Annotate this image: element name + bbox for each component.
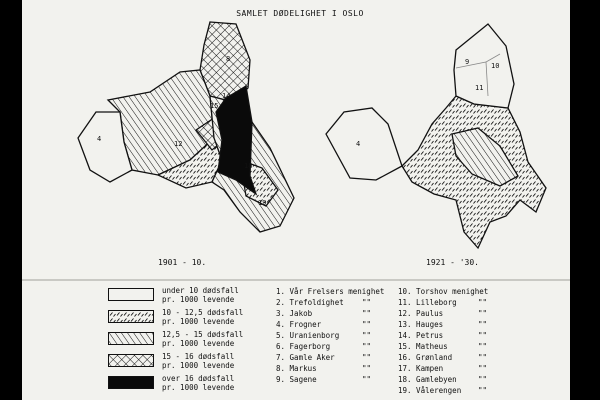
left-parish-1: 1. Vår Frelsers menighet	[276, 287, 385, 296]
right-parish-5: 14. Petrus	[398, 331, 444, 340]
map1-label-8: 8	[226, 55, 231, 63]
legend-label: over 16 dødsfall	[162, 374, 235, 383]
ditto-mark: ""	[362, 375, 372, 384]
ditto-mark: ""	[362, 298, 372, 307]
ditto-mark: ""	[478, 353, 488, 362]
right-parish-4: 13. Hauges	[398, 320, 444, 329]
left-parish-2: 2. Trefoldighet	[276, 298, 344, 307]
ditto-mark: ""	[362, 353, 372, 362]
map2-label-10: 10	[491, 62, 500, 70]
left-parish-3: 3. Jakob	[276, 309, 313, 318]
district-north-white	[454, 24, 514, 108]
map2-label-4: 4	[356, 140, 361, 148]
left-parish-4: 4. Frogner	[276, 320, 322, 329]
map-1921-1930	[326, 24, 546, 248]
ditto-mark: ""	[362, 342, 372, 351]
right-parish-7: 16. Grønland	[398, 353, 453, 362]
ditto-mark: ""	[478, 386, 488, 395]
right-parish-8: 17. Kampen	[398, 364, 444, 373]
ditto-mark: ""	[478, 331, 488, 340]
right-parish-6: 15. Matheus	[398, 342, 448, 351]
ditto-mark: ""	[478, 364, 488, 373]
legend-label: pr. 1000 levende	[162, 361, 235, 370]
ditto-mark: ""	[478, 320, 488, 329]
legend-label: pr. 1000 levende	[162, 317, 235, 326]
legend-swatch-black	[108, 376, 154, 389]
period-label-1921: 1921 - '30.	[426, 258, 479, 267]
legend-item	[108, 328, 278, 352]
map2-label-11: 11	[475, 84, 484, 92]
left-parish-5: 5. Uranienborg	[276, 331, 340, 340]
ditto-mark: ""	[478, 342, 488, 351]
period-label-1901: 1901 - 10.	[158, 258, 207, 267]
map1-label-19: 19	[258, 199, 267, 207]
map2-label-9: 9	[465, 58, 470, 66]
page-title: SAMLET DØDELIGHET I OSLO	[236, 9, 364, 18]
right-parish-1: 10. Torshov menighet	[398, 287, 489, 296]
map1-label-18: 18	[244, 162, 253, 170]
map1-label-15: 15	[210, 102, 219, 110]
right-parish-10: 19. Vålerengen	[398, 386, 462, 395]
legend-item	[108, 350, 278, 374]
ditto-mark: ""	[478, 298, 488, 307]
legend-label: 12,5 - 15 dødsfall	[162, 330, 244, 339]
legend-label: 15 - 16 dødsfall	[162, 352, 235, 361]
ditto-mark: ""	[478, 309, 488, 318]
legend-swatch-dashes	[108, 310, 154, 323]
left-parish-6: 6. Fagerborg	[276, 342, 331, 351]
ditto-mark: ""	[478, 375, 488, 384]
legend-label: pr. 1000 levende	[162, 339, 235, 348]
ditto-mark: ""	[362, 320, 372, 329]
legend-label: 10 - 12,5 dødsfall	[162, 308, 244, 317]
map1-label-14: 14	[222, 92, 231, 100]
ditto-mark: ""	[362, 309, 372, 318]
legend-item	[108, 284, 278, 308]
ditto-mark: ""	[362, 364, 372, 373]
legend-label: under 10 dødsfall	[162, 286, 239, 295]
legend-swatch-crosshatch	[108, 354, 154, 367]
left-parish-9: 9. Sagene	[276, 375, 317, 384]
legend-item	[108, 372, 278, 396]
map1-label-4: 4	[97, 135, 102, 143]
legend-item	[108, 306, 278, 330]
district-frogner-white-r	[326, 108, 402, 180]
right-parish-2: 11. Lilleborg	[398, 298, 457, 307]
right-parish-3: 12. Paulus	[398, 309, 444, 318]
legend-swatch-white	[108, 288, 154, 301]
left-parish-7: 7. Gamle Aker	[276, 353, 335, 362]
map1-label-12: 12	[174, 140, 183, 148]
legend-swatch-hatch	[108, 332, 154, 345]
right-parish-9: 18. Gamlebyen	[398, 375, 457, 384]
ditto-mark: ""	[362, 331, 372, 340]
legend-label: pr. 1000 levende	[162, 295, 235, 304]
left-parish-8: 8. Markus	[276, 364, 317, 373]
legend-label: pr. 1000 levende	[162, 383, 235, 392]
